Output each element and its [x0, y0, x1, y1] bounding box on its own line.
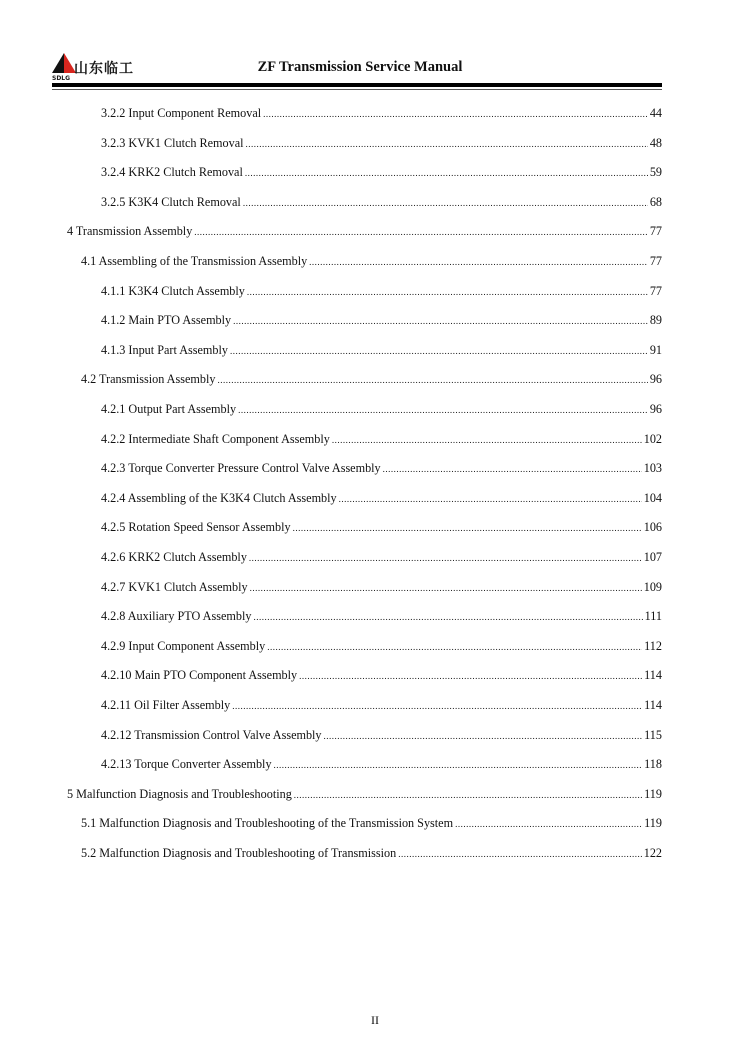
toc-leader-dots: [249, 553, 642, 563]
toc-leader-dots: [238, 405, 648, 415]
toc-leader-dots: [294, 790, 642, 800]
toc-leader-dots: [233, 316, 648, 326]
toc-entry-page[interactable]: 106: [643, 520, 662, 535]
toc-entry-title[interactable]: 4.2.8 Auxiliary PTO Assembly: [101, 609, 252, 624]
logo-text-en: SDLG: [52, 75, 71, 82]
toc-entry-title[interactable]: 4.1.3 Input Part Assembly: [101, 342, 228, 357]
toc-leader-dots: [245, 168, 648, 178]
header-rule-thick: [52, 83, 662, 87]
toc-entry-title[interactable]: 4.2.11 Oil Filter Assembly: [101, 698, 231, 712]
toc-entry-page[interactable]: 96: [649, 372, 662, 387]
toc-entry[interactable]: [101, 343, 662, 361]
toc-entry-page[interactable]: 122: [643, 846, 662, 860]
page-number: II: [371, 1013, 379, 1027]
toc-leader-dots: [332, 435, 642, 445]
toc-entry[interactable]: [101, 698, 662, 716]
toc-entry-page[interactable]: 114: [644, 698, 662, 712]
toc-entry-page[interactable]: 118: [644, 757, 662, 772]
toc-entry[interactable]: [101, 165, 662, 183]
toc-leader-dots: [263, 109, 648, 119]
toc-entry-page[interactable]: 114: [644, 668, 662, 683]
toc-leader-dots: [253, 612, 642, 622]
toc-entry[interactable]: [101, 313, 662, 331]
toc-entry-title[interactable]: 3.2.5 K3K4 Clutch Removal: [101, 194, 241, 209]
toc-leader-dots: [383, 464, 642, 474]
toc-entry-page[interactable]: 109: [643, 579, 662, 594]
toc-leader-dots: [267, 642, 642, 652]
toc-entry-title[interactable]: 3.2.4 KRK2 Clutch Removal: [101, 165, 243, 180]
toc-entry-page[interactable]: 77: [649, 254, 662, 268]
toc-entry-title[interactable]: 4.2 Transmission Assembly: [81, 372, 216, 387]
toc-entry[interactable]: [101, 609, 662, 627]
toc-entry[interactable]: [101, 550, 662, 568]
toc-entry-title[interactable]: 4.2.12 Transmission Control Valve Assembly: [101, 727, 322, 742]
toc-entry[interactable]: [101, 580, 662, 598]
logo-text-cn: 山东临工: [74, 61, 134, 77]
toc-entry[interactable]: [67, 787, 662, 805]
toc-leader-dots: [274, 760, 643, 770]
toc-entry[interactable]: [101, 461, 662, 479]
toc-entry[interactable]: [101, 668, 662, 686]
toc-entry-page[interactable]: 48: [649, 135, 662, 150]
toc-leader-dots: [324, 731, 643, 741]
toc-entry-page[interactable]: 111: [644, 609, 662, 624]
toc-entry-title[interactable]: 4.2.10 Main PTO Component Assembly: [101, 668, 298, 683]
toc-leader-dots: [398, 849, 642, 859]
toc-entry-page[interactable]: 77: [649, 224, 662, 239]
toc-entry[interactable]: [101, 136, 662, 154]
toc-entry-page[interactable]: 68: [649, 194, 662, 209]
toc-entry[interactable]: [101, 106, 662, 124]
toc-entry-page[interactable]: 77: [649, 283, 662, 298]
toc-entry-title[interactable]: 5 Malfunction Diagnosis and Troubleshooting: [67, 786, 292, 801]
toc-entry[interactable]: [101, 195, 662, 213]
toc-entry[interactable]: [81, 372, 662, 390]
toc-entry[interactable]: [101, 757, 662, 775]
toc-leader-dots: [309, 257, 648, 267]
toc-entry-page[interactable]: 59: [649, 165, 662, 180]
toc-entry[interactable]: [67, 224, 662, 242]
toc-entry-page[interactable]: 115: [644, 727, 662, 742]
toc-entry[interactable]: [101, 491, 662, 509]
toc-entry-title[interactable]: 4.2.2 Intermediate Shaft Component Assembly: [101, 431, 330, 446]
toc-entry[interactable]: [101, 520, 662, 538]
toc-entry[interactable]: [81, 846, 662, 864]
toc-leader-dots: [243, 198, 648, 208]
toc-leader-dots: [250, 583, 642, 593]
toc-entry-title[interactable]: 4.1 Assembling of the Transmission Assembly: [81, 254, 308, 268]
header-rule-thin: [52, 89, 662, 90]
toc-entry[interactable]: [101, 402, 662, 420]
toc-leader-dots: [339, 494, 642, 504]
toc-entry-title[interactable]: 4.2.4 Assembling of the K3K4 Clutch Assembly: [101, 490, 337, 505]
toc-entry-title[interactable]: 3.2.2 Input Component Removal: [101, 106, 262, 120]
document-title-text: ZF Transmission Service Manual: [257, 59, 463, 75]
toc-leader-dots: [247, 287, 648, 297]
toc-leader-dots: [299, 671, 642, 681]
toc-entry-page[interactable]: 89: [649, 313, 662, 328]
toc-entry[interactable]: [101, 728, 662, 746]
toc-entry[interactable]: [81, 816, 662, 834]
toc-entry-page[interactable]: 119: [644, 786, 662, 801]
toc-entry-title[interactable]: 4.2.13 Torque Converter Assembly: [101, 757, 272, 772]
toc-entry-page[interactable]: 96: [649, 402, 662, 416]
toc-entry-title[interactable]: 4.2.5 Rotation Speed Sensor Assembly: [101, 520, 291, 535]
toc-entry-page[interactable]: 112: [644, 638, 662, 653]
toc-entry-page[interactable]: 103: [643, 461, 662, 476]
toc-entry-page[interactable]: 91: [649, 342, 662, 357]
toc-entry-title[interactable]: 4.2.9 Input Component Assembly: [101, 638, 266, 653]
toc-entry-title[interactable]: 5.2 Malfunction Diagnosis and Troubleshooting of Transmission: [81, 846, 397, 860]
toc-entry-title[interactable]: 4.2.6 KRK2 Clutch Assembly: [101, 550, 247, 564]
toc-entry-title[interactable]: 5.1 Malfunction Diagnosis and Troubleshooting of the Transmission System: [81, 816, 454, 831]
toc-leader-dots: [217, 375, 647, 385]
toc-leader-dots: [232, 701, 642, 711]
toc-entry-title[interactable]: 4.2.3 Torque Converter Pressure Control Valve Assembly: [101, 461, 381, 476]
toc-leader-dots: [293, 523, 642, 533]
toc-leader-dots: [194, 227, 648, 237]
toc-entry-page[interactable]: 119: [644, 816, 662, 831]
toc-entry-title[interactable]: 4.2.7 KVK1 Clutch Assembly: [101, 579, 248, 594]
toc-entry[interactable]: [101, 432, 662, 450]
toc-entry[interactable]: [101, 639, 662, 657]
toc-entry[interactable]: [81, 254, 662, 272]
toc-entry-page[interactable]: 107: [643, 550, 662, 564]
toc-leader-dots: [455, 819, 642, 829]
toc-entry-page[interactable]: 44: [649, 106, 662, 120]
document-title: [0, 59, 750, 76]
toc-entry-page[interactable]: 102: [643, 431, 662, 446]
toc-entry-title[interactable]: 3.2.3 KVK1 Clutch Removal: [101, 135, 244, 150]
toc-entry-title[interactable]: 4.1.2 Main PTO Assembly: [101, 313, 232, 328]
toc-leader-dots: [230, 346, 648, 356]
toc-entry-title[interactable]: 4.2.1 Output Part Assembly: [101, 402, 237, 416]
toc-entry-title[interactable]: 4.1.1 K3K4 Clutch Assembly: [101, 283, 245, 298]
toc-entry[interactable]: [101, 284, 662, 302]
toc-entry-page[interactable]: 104: [643, 490, 662, 505]
toc-leader-dots: [246, 139, 648, 149]
toc-entry-title[interactable]: 4 Transmission Assembly: [67, 224, 193, 239]
